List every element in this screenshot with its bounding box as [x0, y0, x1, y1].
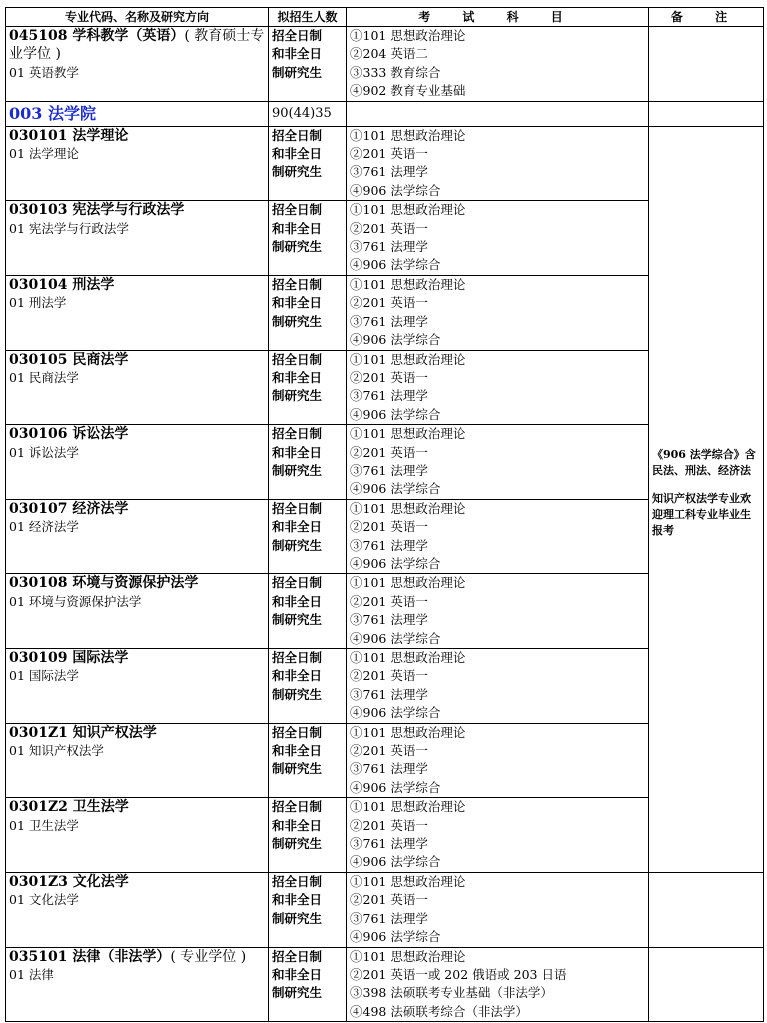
research-direction: 01 环境与资源保护法学 [9, 593, 142, 609]
program-info [6, 798, 269, 873]
enrollment-mode: 招全日制 和非全日 制研究生 [269, 201, 347, 276]
program-info [6, 872, 269, 947]
program-name: 030106 诉讼法学 [9, 426, 129, 443]
program-info [6, 499, 269, 574]
program-info [6, 947, 269, 1022]
research-direction: 01 知识产权法学 [9, 743, 104, 759]
remark-note-exam: 《906 法学综合》含民法、刑法、经济法 [652, 448, 756, 478]
program-info [6, 649, 269, 724]
program-name: 030103 宪法学与行政法学 [9, 202, 185, 219]
header-exam-subjects: 考 试 科 目 [347, 8, 649, 27]
exam-subjects: ①101 思想政治理论 ②201 英语一 ③761 法理学 ④906 法学综合 [347, 574, 649, 649]
enrollment-mode: 招全日制 和非全日 制研究生 [269, 872, 347, 947]
program-name: 0301Z3 文化法学 [9, 873, 129, 890]
header-major: 专业代码、名称及研究方向 [6, 8, 269, 27]
program-name: 0301Z1 知识产权法学 [9, 724, 157, 741]
research-direction: 01 法学理论 [9, 146, 79, 162]
college-name: 003 法学院 [9, 103, 96, 123]
exam-subjects: ①101 思想政治理论 ②201 英语一 ③761 法理学 ④906 法学综合 [347, 275, 649, 350]
college-row [6, 101, 764, 126]
enrollment-mode: 招全日制 和非全日 制研究生 [269, 275, 347, 350]
exam-subjects: ①101 思想政治理论 ②201 英语一 ③761 法理学 ④906 法学综合 [347, 499, 649, 574]
program-name: 030101 法学理论 [9, 127, 129, 144]
program-name: 030104 刑法学 [9, 276, 115, 293]
exam-subjects: ①101 思想政治理论 ②204 英语二 ③333 教育综合 ④902 教育专业基础 [347, 27, 649, 102]
program-name: 030105 民商法学 [9, 351, 129, 368]
program-name: 030109 国际法学 [9, 650, 129, 666]
enrollment-mode: 招全日制 和非全日 制研究生 [269, 350, 347, 425]
program-row [6, 27, 764, 102]
enrollment-mode: 招全日制 和非全日 制研究生 [269, 723, 347, 798]
research-direction: 01 卫生法学 [9, 817, 79, 833]
research-direction: 01 国际法学 [9, 668, 79, 684]
exam-subjects: ①101 思想政治理论 ②201 英语一 ③761 法理学 ④906 法学综合 [347, 649, 649, 724]
program-info [6, 275, 269, 350]
program-info [6, 201, 269, 276]
research-direction: 01 宪法学与行政法学 [9, 220, 129, 236]
program-name: 030108 环境与资源保护法学 [9, 575, 199, 592]
program-row [6, 872, 764, 947]
program-info [6, 574, 269, 649]
remark-note-ip-law: 知识产权法学专业欢迎理工科专业毕业生报考 [652, 492, 751, 538]
program-name: 035101 法律（非法学） [9, 948, 171, 965]
exam-subjects: ①101 思想政治理论 ②201 英语一 ③761 法理学 ④906 法学综合 [347, 723, 649, 798]
exam-subjects: ①101 思想政治理论 ②201 英语一 ③761 法理学 ④906 法学综合 [347, 798, 649, 873]
research-direction: 01 经济法学 [9, 519, 79, 535]
enrollment-mode: 招全日制 和非全日 制研究生 [269, 798, 347, 873]
exam-subjects: ①101 思想政治理论 ②201 英语一 ③761 法理学 ④906 法学综合 [347, 425, 649, 500]
admissions-table [5, 7, 764, 1022]
enrollment-mode: 招全日制 和非全日 制研究生 [269, 649, 347, 724]
enrollment-mode: 招全日制 和非全日 制研究生 [269, 27, 347, 102]
program-info [6, 27, 269, 102]
program-degree-type: ( 专业学位 ) [170, 948, 247, 965]
exam-subjects: ①101 思想政治理论 ②201 英语一 ③761 法理学 ④906 法学综合 [347, 126, 649, 201]
enrollment-mode: 招全日制 和非全日 制研究生 [269, 947, 347, 1022]
program-info [6, 425, 269, 500]
program-info [6, 723, 269, 798]
program-row [6, 947, 764, 1022]
exam-subjects: ①101 思想政治理论 ②201 英语一 ③761 法理学 ④906 法学综合 [347, 350, 649, 425]
exam-subjects: ①101 思想政治理论 ②201 英语一 ③761 法理学 ④906 法学综合 [347, 872, 649, 947]
header-remarks: 备 注 [649, 8, 764, 27]
program-name: 030107 经济法学 [9, 500, 129, 517]
remarks-cell [649, 947, 764, 1022]
research-direction: 01 诉讼法学 [9, 444, 79, 460]
remarks-cell [649, 126, 764, 872]
header-row [6, 8, 764, 27]
research-direction: 01 英语教学 [9, 64, 79, 80]
program-info [6, 350, 269, 425]
program-row [6, 126, 764, 201]
law-programs [6, 126, 764, 872]
exam-subjects: ①101 思想政治理论 ②201 英语一或 202 俄语或 203 日语 ③398 法硕联考专业基础（非法学） ④498 法硕联考综合（非法学） [347, 947, 649, 1022]
research-direction: 01 刑法学 [9, 295, 67, 311]
exam-subjects: ①101 思想政治理论 ②201 英语一 ③761 法理学 ④906 法学综合 [347, 201, 649, 276]
research-direction: 01 文化法学 [9, 892, 79, 908]
college-quota: 90(44)35 [272, 105, 332, 121]
program-info [6, 126, 269, 201]
program-name: 045108 学科教学（英语） [9, 28, 185, 44]
header-quota: 拟招生人数 [269, 8, 347, 27]
research-direction: 01 法律 [9, 966, 54, 982]
enrollment-mode: 招全日制 和非全日 制研究生 [269, 574, 347, 649]
enrollment-mode: 招全日制 和非全日 制研究生 [269, 425, 347, 500]
enrollment-mode: 招全日制 和非全日 制研究生 [269, 126, 347, 201]
program-degree-type: ( 教育硕士专业学位 ) [9, 28, 265, 63]
program-name: 0301Z2 卫生法学 [9, 799, 129, 816]
enrollment-mode: 招全日制 和非全日 制研究生 [269, 499, 347, 574]
remarks-cell [649, 27, 764, 102]
research-direction: 01 民商法学 [9, 369, 79, 385]
remarks-cell [649, 872, 764, 947]
